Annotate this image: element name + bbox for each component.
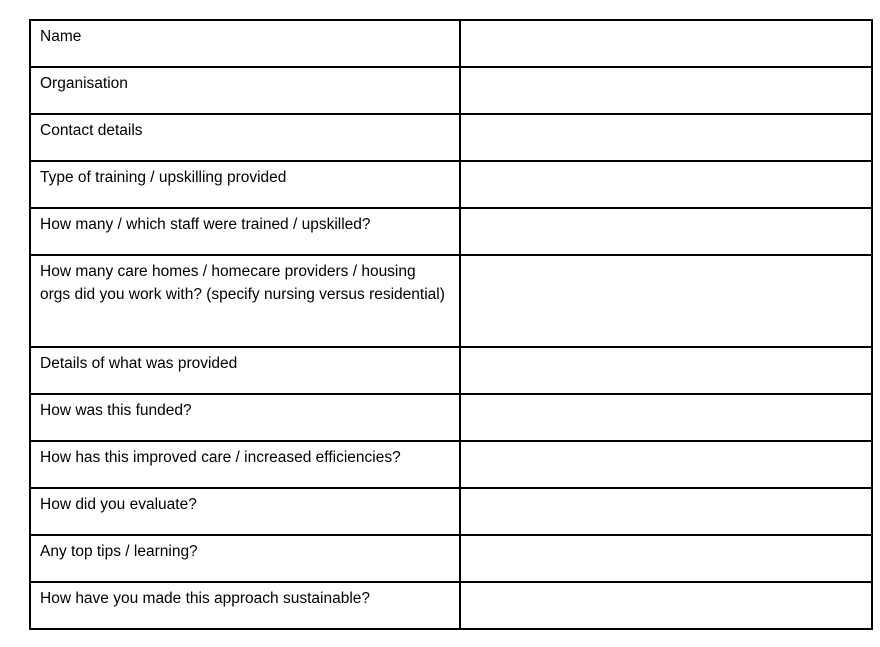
table-row xyxy=(30,582,872,629)
question-label: Organisation xyxy=(30,67,460,114)
answer-field[interactable] xyxy=(460,20,872,67)
answer-field[interactable] xyxy=(460,582,872,629)
answer-field[interactable] xyxy=(460,114,872,161)
question-label: How did you evaluate? xyxy=(30,488,460,535)
question-label: Type of training / upskilling provided xyxy=(30,161,460,208)
answer-field[interactable] xyxy=(460,394,872,441)
table-row xyxy=(30,488,872,535)
table-row xyxy=(30,67,872,114)
question-label: Name xyxy=(30,20,460,67)
table-row xyxy=(30,347,872,394)
table-row xyxy=(30,208,872,255)
question-label: Any top tips / learning? xyxy=(30,535,460,582)
question-label: How many care homes / homecare providers / housing orgs did you work with? (specify nursing versus residential) xyxy=(30,255,460,347)
question-label: How have you made this approach sustainable? xyxy=(30,582,460,629)
question-label: How was this funded? xyxy=(30,394,460,441)
answer-field[interactable] xyxy=(460,161,872,208)
table-row xyxy=(30,255,872,347)
question-label: How has this improved care / increased efficiencies? xyxy=(30,441,460,488)
answer-field[interactable] xyxy=(460,488,872,535)
question-label: Contact details xyxy=(30,114,460,161)
answer-field[interactable] xyxy=(460,255,872,347)
questionnaire-table xyxy=(29,19,873,630)
answer-field[interactable] xyxy=(460,208,872,255)
question-label: How many / which staff were trained / upskilled? xyxy=(30,208,460,255)
table-row xyxy=(30,441,872,488)
table-row xyxy=(30,161,872,208)
answer-field[interactable] xyxy=(460,535,872,582)
table-row xyxy=(30,114,872,161)
table-row xyxy=(30,20,872,67)
table-row xyxy=(30,535,872,582)
answer-field[interactable] xyxy=(460,441,872,488)
answer-field[interactable] xyxy=(460,347,872,394)
question-label: Details of what was provided xyxy=(30,347,460,394)
answer-field[interactable] xyxy=(460,67,872,114)
table-row xyxy=(30,394,872,441)
